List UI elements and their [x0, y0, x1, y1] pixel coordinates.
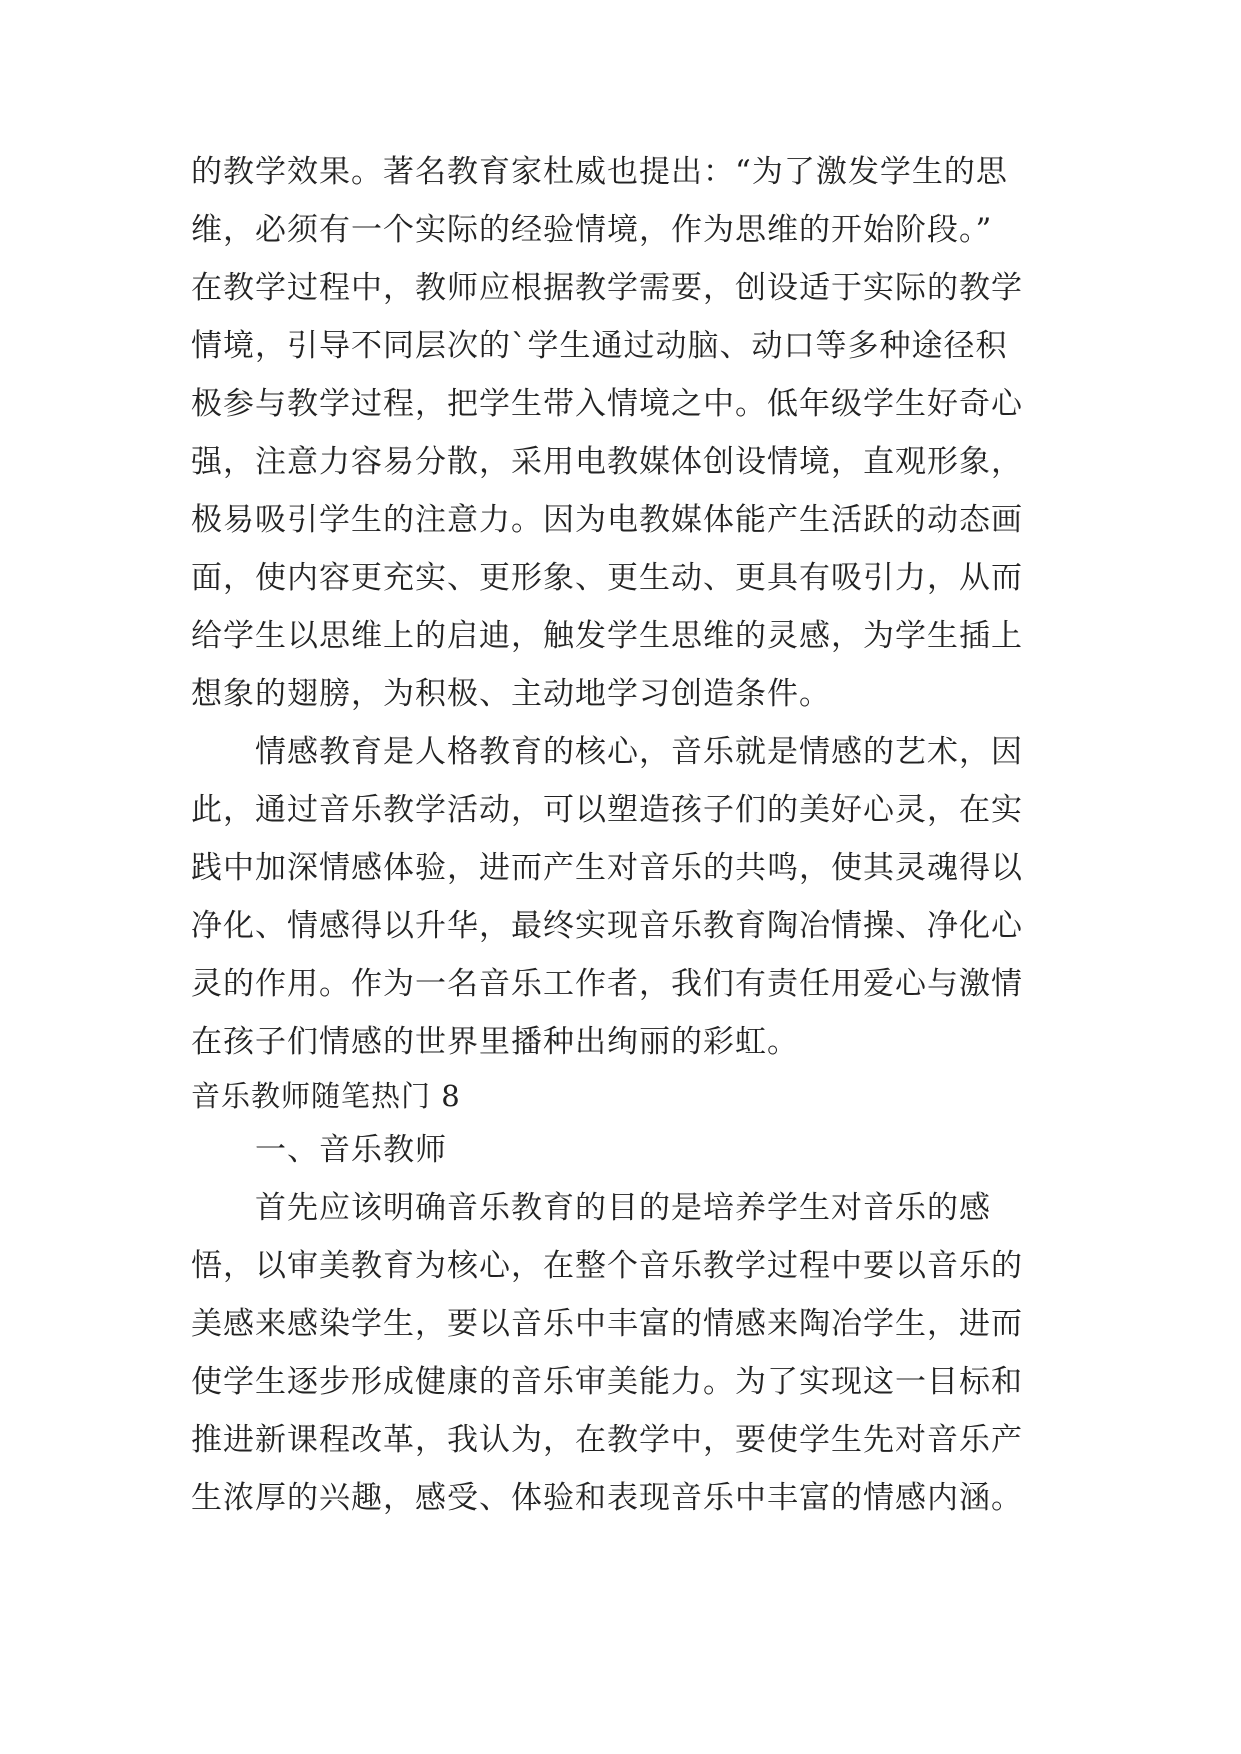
paragraph-3-line-3: 美感来感染学生，要以音乐中丰富的情感来陶冶学生，进而 — [191, 1306, 1023, 1342]
paragraph-2-line-3: 践中加深情感体验，进而产生对音乐的共鸣，使其灵魂得以 — [191, 850, 1023, 886]
paragraph-2-line-5: 灵的作用。作为一名音乐工作者，我们有责任用爱心与激情 — [191, 966, 1023, 1002]
paragraph-1-line-4: 情境，引导不同层次的`学生通过动脑、动口等多种途径积 — [191, 328, 1008, 364]
paragraph-1-line-9: 给学生以思维上的启迪，触发学生思维的灵感，为学生插上 — [191, 618, 1023, 654]
paragraph-2-line-2: 此，通过音乐教学活动，可以塑造孩子们的美好心灵，在实 — [191, 792, 1023, 828]
paragraph-1-line-1: 的教学效果。著名教育家杜威也提出：“为了激发学生的思 — [191, 154, 1008, 190]
paragraph-2-line-4: 净化、情感得以升华，最终实现音乐教育陶冶情操、净化心 — [191, 908, 1023, 944]
paragraph-1-line-3: 在教学过程中，教师应根据教学需要，创设适于实际的教学 — [191, 270, 1023, 306]
section-title: 音乐教师随笔热门 8 — [191, 1079, 461, 1113]
paragraph-3-line-4: 使学生逐步形成健康的音乐审美能力。为了实现这一目标和 — [191, 1364, 1023, 1400]
paragraph-3-line-5: 推进新课程改革，我认为，在教学中，要使学生先对音乐产 — [191, 1422, 1023, 1458]
paragraph-1-line-7: 极易吸引学生的注意力。因为电教媒体能产生活跃的动态画 — [191, 502, 1023, 538]
paragraph-3-line-1: 首先应该明确音乐教育的目的是培养学生对音乐的感 — [255, 1190, 991, 1226]
paragraph-1-line-5: 极参与教学过程，把学生带入情境之中。低年级学生好奇心 — [191, 386, 1023, 422]
paragraph-1-line-8: 面，使内容更充实、更形象、更生动、更具有吸引力，从而 — [191, 560, 1023, 596]
paragraph-2-line-6: 在孩子们情感的世界里播种出绚丽的彩虹。 — [191, 1024, 799, 1060]
subheading: 一、音乐教师 — [255, 1132, 447, 1168]
paragraph-1-line-10: 想象的翅膀，为积极、主动地学习创造条件。 — [191, 676, 831, 712]
paragraph-3-line-2: 悟，以审美教育为核心，在整个音乐教学过程中要以音乐的 — [191, 1248, 1023, 1284]
paragraph-1-line-2: 维，必须有一个实际的经验情境，作为思维的开始阶段。” — [191, 212, 993, 248]
paragraph-3-line-6: 生浓厚的兴趣，感受、体验和表现音乐中丰富的情感内涵。 — [191, 1480, 1023, 1516]
paragraph-2-line-1: 情感教育是人格教育的核心，音乐就是情感的艺术，因 — [255, 734, 1023, 770]
paragraph-1-line-6: 强，注意力容易分散，采用电教媒体创设情境，直观形象， — [191, 444, 1023, 480]
